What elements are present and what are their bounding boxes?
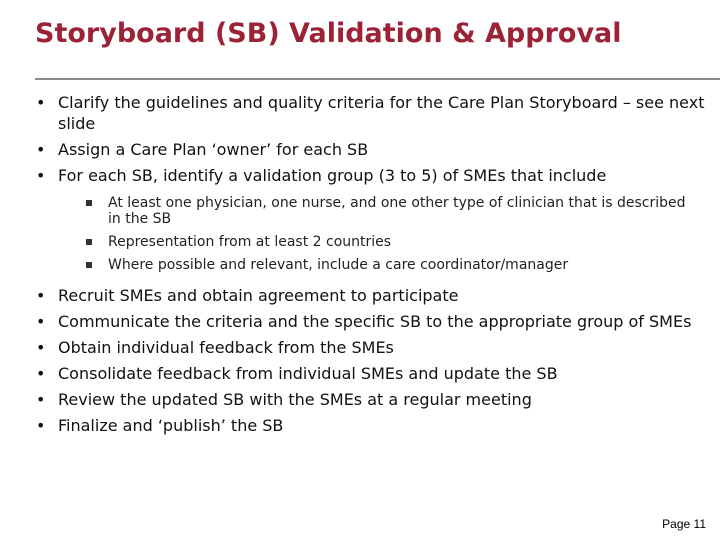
bullet-item xyxy=(36,415,706,436)
sub-bullet-text: Representation from at least 2 countries xyxy=(108,234,392,250)
bullet-text: Clarify the guidelines and quality criteria for the Care Plan Storyboard – see next slide xyxy=(58,93,705,133)
bullet-dot: • xyxy=(36,416,46,435)
bullet-item xyxy=(36,285,706,306)
square-bullet-icon xyxy=(86,262,92,268)
bullet-dot: • xyxy=(36,166,46,185)
bullet-dot: • xyxy=(36,364,46,383)
title-divider xyxy=(35,78,720,80)
bullet-text: For each SB, identify a validation group (3 to 5) of SMEs that include xyxy=(58,166,607,185)
square-bullet-icon xyxy=(86,239,92,245)
bullet-dot: • xyxy=(36,140,46,159)
bullet-text: Obtain individual feedback from the SMEs xyxy=(58,338,394,357)
bullet-dot: • xyxy=(36,390,46,409)
slide-body xyxy=(36,92,706,441)
square-bullet-icon xyxy=(86,200,92,206)
bullet-item xyxy=(36,92,706,134)
bullet-dot: • xyxy=(36,93,46,112)
bullet-text: Recruit SMEs and obtain agreement to participate xyxy=(58,286,459,305)
bullet-item xyxy=(36,363,706,384)
bullet-text: Assign a Care Plan ‘owner’ for each SB xyxy=(58,140,369,159)
bullet-text: Consolidate feedback from individual SMEs and update the SB xyxy=(58,364,558,383)
sub-bullet-item xyxy=(86,234,698,250)
bullet-text: Review the updated SB with the SMEs at a regular meeting xyxy=(58,390,532,409)
bullet-item xyxy=(36,311,706,332)
bullet-dot: • xyxy=(36,312,46,331)
bullet-dot: • xyxy=(36,286,46,305)
bullet-list xyxy=(36,92,706,436)
sub-bullet-item xyxy=(86,195,698,227)
bullet-item xyxy=(36,139,706,160)
bullet-dot: • xyxy=(36,338,46,357)
bullet-text: Communicate the criteria and the specific SB to the appropriate group of SMEs xyxy=(58,312,692,331)
sub-bullet-text: Where possible and relevant, include a care coordinator/manager xyxy=(108,257,569,273)
bullet-item xyxy=(36,389,706,410)
slide-title: Storyboard (SB) Validation & Approval xyxy=(35,18,622,49)
sub-bullet-text: At least one physician, one nurse, and one other type of clinician that is described in the SB xyxy=(108,195,686,227)
page-number: Page 11 xyxy=(662,517,706,531)
sub-bullet-list xyxy=(86,195,706,273)
bullet-item xyxy=(36,337,706,358)
sub-bullet-item xyxy=(86,257,698,273)
bullet-text: Finalize and ‘publish’ the SB xyxy=(58,416,284,435)
bullet-item xyxy=(36,165,706,273)
